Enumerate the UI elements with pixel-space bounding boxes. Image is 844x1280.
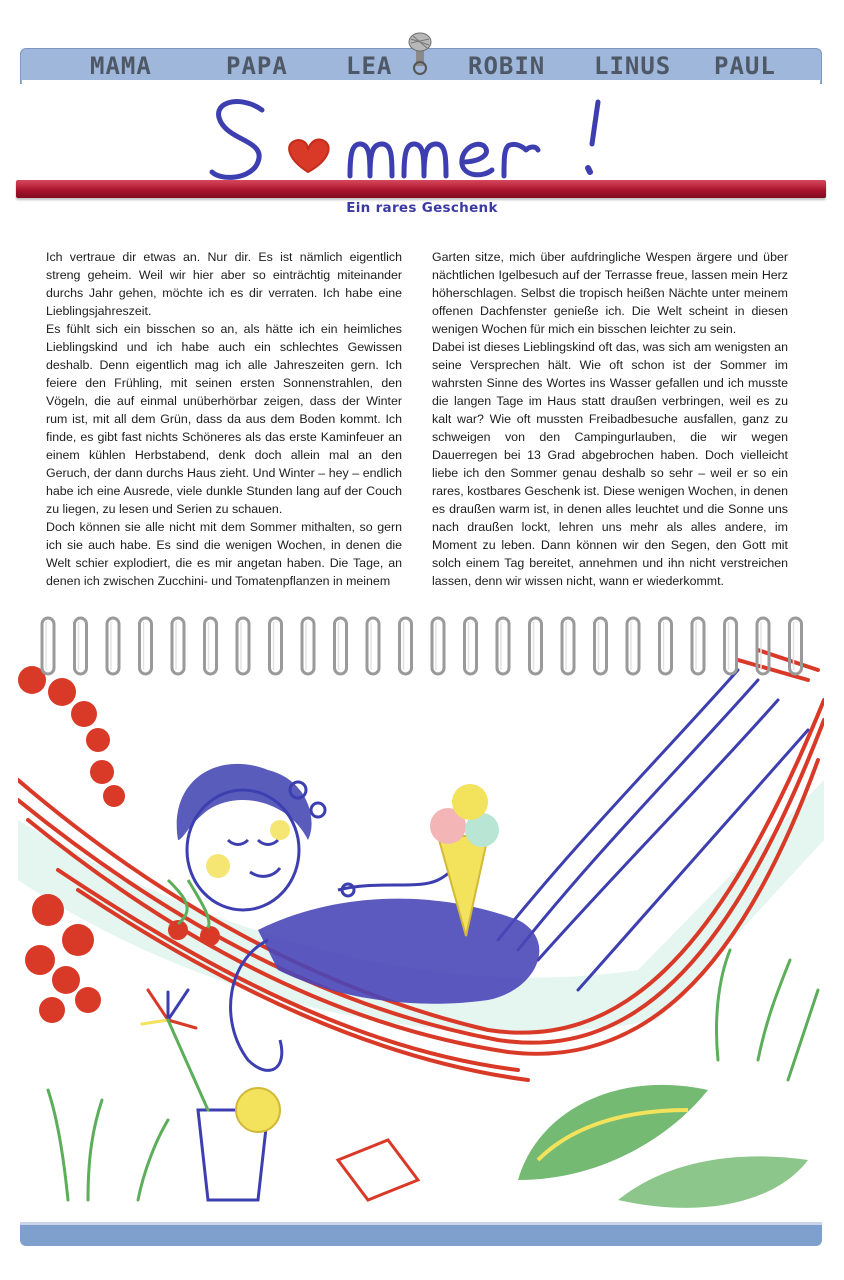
binding-ring	[595, 618, 607, 674]
article-paragraph: Doch können sie alle nicht mit dem Sommer mithalten, so gern ich sie auch habe. Es sind die wenigen Wochen, in denen die Welt schier explodiert, die es mir angetan haben. Die Tage, an denen ich zwischen Zucchini- und Tomatenpflanzen in meinem	[46, 520, 402, 588]
family-name-lea: LEA	[346, 52, 393, 80]
family-name-mama: MAMA	[90, 52, 152, 80]
page-title	[200, 88, 660, 188]
binding-ring	[335, 618, 347, 674]
binding-ring	[237, 618, 249, 674]
family-name-linus: LINUS	[594, 52, 672, 80]
family-name-robin: ROBIN	[468, 52, 546, 80]
binding-ring	[757, 618, 769, 674]
binding-ring	[75, 618, 87, 674]
calendar-bottom-bar	[20, 1222, 822, 1246]
binding-ring	[562, 618, 574, 674]
binding-ring	[172, 618, 184, 674]
binding-ring	[270, 618, 282, 674]
binding-ring	[465, 618, 477, 674]
binding-ring	[400, 618, 412, 674]
article-right-column	[432, 248, 788, 590]
hammock-illustration	[18, 640, 824, 1220]
binding-ring	[302, 618, 314, 674]
binding-ring	[497, 618, 509, 674]
hanging-nail-icon	[405, 30, 435, 76]
article-paragraph: Ich vertraue dir etwas an. Nur dir. Es ist nämlich eigentlich streng geheim. Weil wir hier aber so einträchtig miteinander durchs Jahr gehen, möchte ich es dir verraten. Ich habe eine Lieblingsjahreszeit.	[46, 250, 402, 318]
binding-ring	[692, 618, 704, 674]
binding-ring	[790, 618, 802, 674]
binding-ring	[205, 618, 217, 674]
family-name-papa: PAPA	[226, 52, 288, 80]
binding-ring	[140, 618, 152, 674]
binding-ring	[432, 618, 444, 674]
binding-ring	[530, 618, 542, 674]
article-paragraph: Dabei ist dieses Lieblingskind oft das, was sich am wenigsten an seine Versprechen hält. Wie oft schon ist der Sommer im wahrsten Sinne des Wortes ins Wasser gefallen und ich musste die langen Tage im Haus statt draußen verbringen, weil es zu kalt war? Wie oft mussten Freibadbesuche ausfallen, ganz zu schweigen von den Campingurlauben, die wir wegen Dauerregen bei 13 Grad abgebrochen haben. Doch vielleicht liebe ich den Sommer genau deshalb so sehr – weil er so ein rares, kostbares Geschenk ist. Diese wenigen Wochen, in denen es draußen warm ist, in denen alles leuchtet und die Sonne uns nach draußen lockt, lehren uns mehr als alles andere, im Moment zu leben. Dann können wir den Segen, den Gott mit solch einem Tag bereitet, annehmen und ihn nicht verstreichen lassen, denn wir wissen nicht, wann er wiederkommt.	[432, 340, 788, 588]
spiral-binding	[0, 612, 844, 682]
binding-ring	[42, 618, 54, 674]
binding-ring	[107, 618, 119, 674]
article-paragraph: Es fühlt sich ein bisschen so an, als hätte ich ein heimliches Lieblingskind und ich habe auch ein schlechtes Gewissen deshalb. Denn eigentlich mag ich alle Jahreszeiten gern. Ich feiere den Frühling, mit seinen ersten Sonnenstrahlen, den Vögeln, die auf einmal unüberhörbar zeigen, dass der Winter rum ist, mit all dem Grün, dass da aus dem Boden kommt. Ich finde, es gibt fast nichts Schöneres als das erste Kaminfeuer an einem kühlen Herbstabend, denk doch allein mal an den Geruch, der dann durchs Haus zieht. Und Winter – hey – endlich habe ich eine Ausrede, viele dunkle Stunden lang auf der Couch zu liegen, zu lesen und Serien zu schauen.	[46, 322, 402, 516]
article-left-column	[46, 248, 402, 590]
binding-ring	[367, 618, 379, 674]
binding-ring	[660, 618, 672, 674]
red-divider-band	[16, 180, 826, 198]
binding-ring	[725, 618, 737, 674]
page-subtitle: Ein rares Geschenk	[346, 200, 498, 216]
article-paragraph: Garten sitze, mich über aufdringliche Wespen ärgere und über nächtlichen Igelbesuch auf der Terrasse freue, lassen mein Herz höherschlagen. Selbst die tropisch heißen Nächte unter meinem offenen Dachfenster genieße ich. Die Welt scheint in diesen wenigen Wochen für mich ein bisschen leichter zu sein.	[432, 250, 788, 336]
family-name-paul: PAUL	[714, 52, 776, 80]
binding-ring	[627, 618, 639, 674]
